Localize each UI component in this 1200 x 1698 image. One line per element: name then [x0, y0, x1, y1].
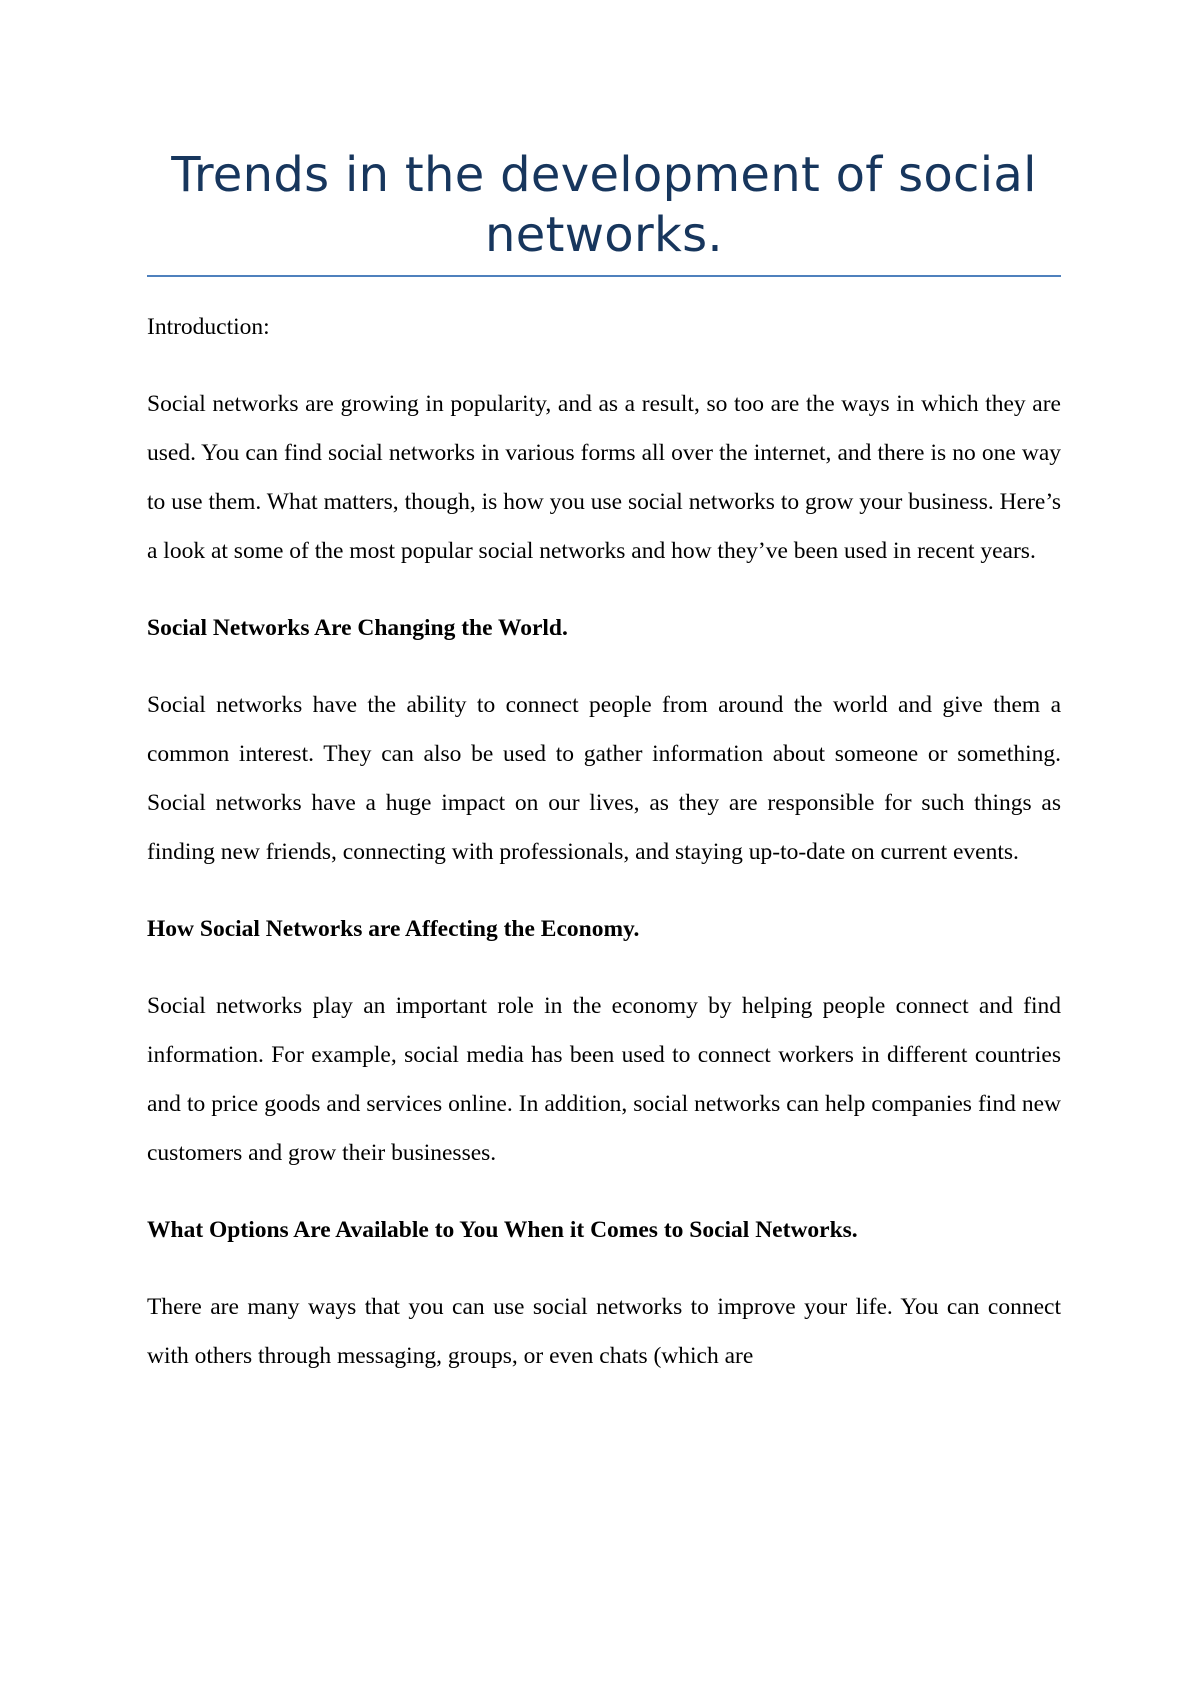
section-paragraph: Social networks play an important role in the economy by helping people connect and find information. For example, social media has been used to connect workers in different countries and to price goods and services online. In addition, social networks can help companies find new customers and grow their businesses. — [147, 993, 1061, 1166]
section-paragraph: Social networks have the ability to connect people from around the world and give them a common interest. They can also be used to gather information about someone or something. Social networks have a huge impact on our lives, as they are responsible for such things as finding new friends, connecting with professionals, and staying up-to-date on current events. — [147, 692, 1061, 865]
intro-label: Introduction: — [147, 314, 270, 340]
document-body — [147, 0, 1061, 1381]
section-heading: Social Networks Are Changing the World. — [147, 615, 568, 641]
title-underline — [147, 275, 1061, 277]
section-heading: What Options Are Available to You When it Comes to Social Networks. — [147, 1217, 858, 1243]
section-paragraph: There are many ways that you can use social networks to improve your life. You can connect with others through messaging, groups, or even chats (which are — [147, 1294, 1061, 1369]
document-title: Trends in the development of social networks. — [171, 147, 1037, 263]
intro-paragraph: Social networks are growing in popularity, and as a result, so too are the ways in which they are used. You can find social networks in various forms all over the internet, and there is no one way to use them. What matters, though, is how you use social networks to grow your business. Here’s a look at some of the most popular social networks and how they’ve been used in recent years. — [147, 391, 1061, 564]
section-heading: How Social Networks are Affecting the Economy. — [147, 916, 640, 942]
